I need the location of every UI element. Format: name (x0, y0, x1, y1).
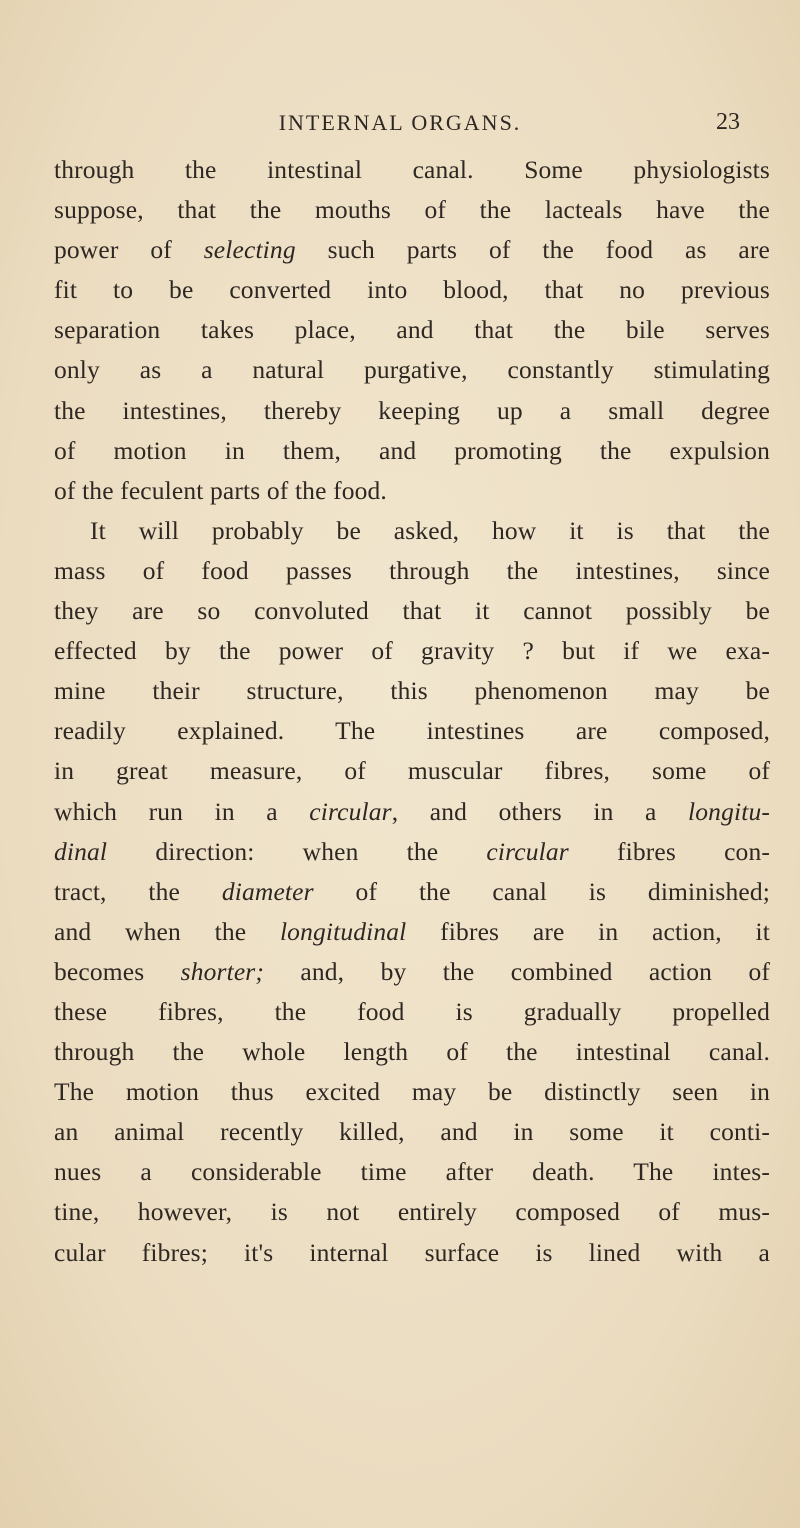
text-line: the intestines, thereby keeping up a small degree (54, 395, 770, 425)
text-line: dinal direction: when the circular fibres con- (54, 836, 770, 866)
text-line: power of selecting such parts of the food as are (54, 235, 770, 265)
text-line: in great measure, of muscular fibres, some of (54, 756, 770, 786)
text-line: nues a considerable time after death. The intes- (54, 1157, 770, 1187)
page-number: 23 (716, 109, 740, 135)
text-line: mass of food passes through the intestines, since (54, 555, 770, 585)
text-line: effected by the power of gravity ? but if we exa- (54, 636, 770, 666)
text-line: cular fibres; it's internal surface is lined with a (54, 1237, 770, 1267)
text-line: through the intestinal canal. Some physiologists (54, 155, 770, 184)
text-line: mine their structure, this phenomenon may be (54, 676, 770, 706)
text-line: of the feculent parts of the food. (54, 475, 387, 505)
text-line: which run in a circular, and others in a longitu- (54, 796, 770, 826)
text-line: they are so convoluted that it cannot possibly be (54, 596, 770, 626)
text-line: and when the longitudinal fibres are in action, it (54, 916, 771, 946)
text-line: The motion thus excited may be distinctly seen in (54, 1077, 770, 1107)
text-line: an animal recently killed, and in some it conti- (54, 1117, 770, 1147)
text-line: these fibres, the food is gradually propelled (54, 996, 770, 1026)
running-head: INTERNAL ORGANS. (278, 110, 522, 135)
body-text (54, 150, 770, 1273)
text-line: becomes shorter; and, by the combined action of (54, 956, 770, 986)
text-line: It will probably be asked, how it is that the (90, 515, 770, 545)
text-line: fit to be converted into blood, that no previous (54, 275, 770, 305)
text-line: tract, the diameter of the canal is diminished; (54, 876, 770, 906)
text-line: readily explained. The intestines are composed, (54, 716, 770, 746)
text-line: tine, however, is not entirely composed of mus- (54, 1197, 770, 1227)
text-line: through the whole length of the intestinal canal. (54, 1037, 770, 1067)
text-line: suppose, that the mouths of the lacteals have the (54, 195, 770, 225)
text-line: of motion in them, and promoting the expulsion (54, 435, 770, 465)
text-line: separation takes place, and that the bile serves (54, 315, 770, 345)
text-line: only as a natural purgative, constantly stimulating (54, 355, 770, 385)
